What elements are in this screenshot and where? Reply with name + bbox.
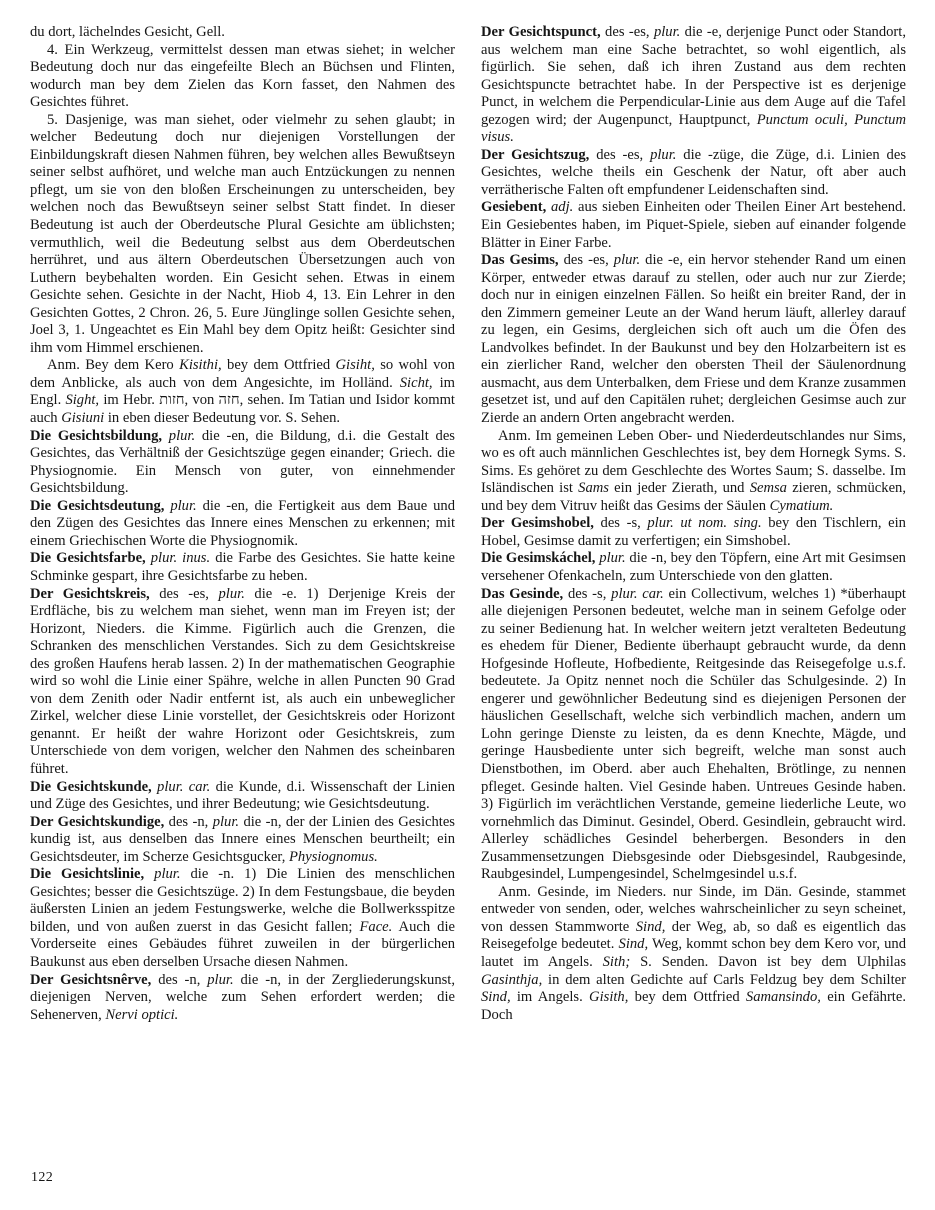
text-run: des -n, [168, 813, 213, 830]
dictionary-paragraph [481, 515, 906, 550]
dictionary-paragraph [30, 586, 455, 779]
text-run: bey dem Ottfried [628, 989, 746, 1006]
text-run: die -en, die Fertigkeit aus dem Baue und den Zügen des Gesichtes das Innere eines Menschen zu erkennen; mit einem Griechischen Worte die Physiognomik. [30, 497, 455, 549]
dictionary-paragraph [30, 498, 455, 551]
text-run: die Farbe des Gesichtes. Sie hatte keine Schminke gespart, ihre Gesichtsfarbe zu heben. [30, 550, 455, 584]
text-run: plur. [212, 813, 240, 830]
text-run: Sight, [65, 392, 100, 409]
entry-headword: Der Gesichtskreis, [30, 585, 160, 602]
text-run: Semsa [749, 480, 787, 497]
entry-headword: Der Gesimshobel, [481, 515, 601, 532]
dictionary-paragraph [481, 550, 906, 585]
entry-headword: Die Gesimskáchel, [481, 550, 600, 567]
dictionary-paragraph [481, 199, 906, 252]
text-run: des -es, [563, 252, 614, 269]
text-run: Gisiuni [61, 410, 105, 427]
text-run: die -e. 1) Derjenige Kreis der Erdfläche, bis zu welchem man siehet, wenn man im Freyen ist; der Horizont, Nieders. die Kimme. Figürlich auch die Grenzen, die Schranken des menschlichen Verstandes. Sich zu dem Gesichtskreise des großen Haufens herab lassen. 2) In der mathematischen Geographie wird so wohl die Linie einer Spähre, welche in allen Puncten 90 Grad von dem Zenith oder Nadir entfernt ist, als auch ein unbeweglicher Zirkel, welcher diese Linie vorstellet, der Gesichtskreis oder Horizont genannt. Er heißt der wahre Horizont oder Gesichtskreis, zum Unterschiede von dem vorigen, welcher den Nahmen des scheinbaren führet. [30, 585, 455, 777]
entry-headword: Der Gesichtspunct, [481, 24, 606, 40]
text-run: du dort, lächelndes Gesicht, Gell. [30, 24, 225, 40]
text-run: Sind, [481, 989, 511, 1006]
text-run: die Kunde, d.i. Wissenschaft der Linien und Züge des Gesichtes, und ihrer Bedeutung; wie Gesichtsdeutung. [30, 778, 455, 813]
text-run: Anm. Im gemeinen Leben Ober- und Niederdeutschlandes nur Sims, wo es oft auch männlichen Geschlechtes ist, bey dem Hornegk Syms. S. Sims. Es gehöret zu dem Geschlechte des Wortes Saum; S. dasselbe. Im Isländischen ist [481, 427, 906, 497]
text-run: plur. [653, 24, 681, 40]
dictionary-paragraph [30, 972, 455, 1025]
dictionary-paragraph [481, 147, 906, 200]
text-run: Kisithi, [179, 357, 222, 374]
text-run: Anm. Gesinde, im Nieders. nur Sinde, im Dän. Gesinde, stammet entweder von senden, oder, welches wahrscheinlicher zu seyn scheinet, von dessen Stammworte [481, 883, 906, 935]
text-run: des -es, [605, 24, 654, 40]
entry-headword: Der Gesichtsnêrve, [30, 971, 159, 988]
text-run: in dem alten Gedichte auf Carls Feldzug bey dem Schilter [542, 971, 906, 988]
text-run: die -n, bey den Töpfern, eine Art mit Gesimsen versehener Ofenkacheln, zum Unterschiede von den glatten. [481, 550, 906, 584]
text-run: Samansindo, [745, 989, 821, 1006]
text-run: Weg, kommt schon bey dem Kero vor, und lautet im Angels. [481, 936, 906, 970]
dictionary-paragraph [30, 428, 455, 498]
text-run: die -n. 1) Die Linien des menschlichen Gesichtes; besser die Gesichtszüge. 2) In dem Festungsbaue, die beyden äußersten Linien an jedem Festungswerke, welche die Bollwerksspitze bilden, und von außen zuerst in das Gesicht fallen; [30, 866, 455, 935]
left-column [30, 24, 455, 1174]
text-run: Face. [359, 918, 393, 935]
text-run: Anm. Bey dem Kero [47, 357, 180, 374]
text-run: plur. [613, 252, 641, 269]
dictionary-paragraph [30, 779, 455, 814]
text-run: ein Gefährte. Doch [481, 989, 906, 1023]
text-run: die -e, derjenige Punct oder Standort, aus welchem man eine Sache betrachtet, so wohl eigentlich, als figürlich. Sie sehen, daß ich ihren Zustand aus dem rechten Gesichtspuncte betrachtet habe. In der Perspective ist es derjenige Punct, in welchem die Perpendicular-Linie aus dem Auge auf die Tafel gezogen wird; der Augenpunct, Hauptpunct, [481, 24, 906, 128]
text-run: plur. ut nom. sing. [647, 515, 762, 532]
text-run: Gasinthja, [481, 971, 543, 988]
text-run: Sith; [602, 953, 631, 970]
text-run: die -n, der der Linien des Gesichtes kundig ist, aus denselben das Innere eines Menschen beurtheilt; ein Gesichtsdeuter, im Scherze Gesichtsgucker, [30, 813, 455, 865]
text-run: des -n, [158, 971, 208, 988]
text-run: 4. Ein Werkzeug, vermittelst dessen man etwas siehet; in welcher Bedeutung doch nur das eingefeilte Blech an Büchsen und Flinten, wodurch man bey dem Zielen das Korn fasset, den Nahmen des Gesichtes führet. [30, 41, 455, 111]
text-run: ein jeder Zierath, und [608, 480, 750, 497]
text-run: Sind, [635, 918, 666, 935]
text-run: die -züge, die Züge, d.i. Linien des Gesichtes, welche theils ein Geschenk der Natur, oft aber auch verrätherische Falten oft empfundener Leidenschaften sind. [481, 146, 906, 198]
dictionary-paragraph [30, 550, 455, 585]
text-run: plur. car. [611, 585, 664, 602]
text-run: im Angels. [510, 989, 590, 1006]
dictionary-paragraph [481, 428, 906, 516]
text-run: adj. [550, 199, 574, 216]
text-run: im Engl. [30, 374, 455, 409]
text-run: die -n, in der Zergliederungskunst, diejenigen Nerven, welche zum Sehen erfordert werden; die Sehenerven, [30, 971, 455, 1023]
dictionary-paragraph [30, 112, 455, 358]
text-columns [30, 24, 906, 1174]
text-run: plur. [218, 585, 245, 602]
right-column [481, 24, 906, 1174]
text-run: Auch die Vorderseite eines Gebäudes führet zuweilen in der bürgerlichen Baukunst aus eben derselben Ursache diesen Nahmen. [30, 918, 455, 970]
text-run: Physiognomus. [289, 848, 378, 865]
dictionary-paragraph [30, 24, 455, 42]
text-run: plur. [154, 866, 181, 883]
text-run: plur. car. [157, 778, 211, 795]
text-run: plur. [168, 427, 196, 444]
text-run: plur. [599, 550, 626, 567]
entry-headword: Die Gesichtslinie, [30, 866, 155, 883]
text-run: plur. inus. [150, 550, 211, 567]
dictionary-paragraph [30, 814, 455, 867]
text-run: Nervi optici. [105, 1006, 179, 1023]
text-run: des -s, [567, 585, 612, 602]
text-run: Sams [578, 480, 609, 497]
text-run: so wohl von dem Anblicke, als auch von dem Angesichte, im Holländ. [30, 357, 455, 391]
text-run: plur. [650, 146, 677, 163]
text-run: aus sieben Einheiten oder Theilen Einer Art bestehend. Ein Gesiebentes haben, im Piquet-Spiele, sieben auf einander folgende Blätter in Einer Farbe. [481, 199, 906, 251]
text-run: des -s, [600, 515, 648, 532]
dictionary-paragraph [30, 866, 455, 971]
text-run: bey dem Ottfried [221, 357, 336, 374]
entry-headword: Die Gesichtskunde, [30, 778, 158, 795]
text-run: ein Collectivum, welches 1) *überhaupt alle diejenigen Personen bedeutet, welche man in seinem Gefolge oder zu seiner Bedienung hat. In welcher weitern jetzt veralteten Bedeutung es ehedem für Diener, Bediente überhaupt gebraucht wurde, da denn Hofgesinde Hofleute, Hofbediente, Reitgesinde das Reisegefolge u.s.f. bedeutete. Ja Opitz nennet noch die Schüler das Schulgesinde. 2) In engerer und gewöhnlicher Bedeutung sind es diejenigen Personen der häuslichen Gesellschaft, welche sich verbindlich machen, andern um Lohn geringe Dienste zu leisten, da es denn Knechte, Mägde, und geringe Hausbediente unter sich begreift, welche man sonst auch Dienstbothen, im Oberd. aber auch Ehehalten, Brötlinge, zu nennen pfleget. Gesinde halten. Viel Gesinde haben. Untreues Gesinde haben. 3) Figürlich im verächtlichen Verstande, gemeine liederliche Leute, wo vornehmlich das Diminut. Gesindel, Oberd. Gesindlein, gebraucht wird. Allerley schädliches Gesindel beherbergen. Besonders in den Zusammensetzungen Diebsgesinde oder Diebsgesindel, Raubgesinde, Raubgesindel, Lumpengesindel, Schelmgesindel u.s.f. [481, 585, 906, 883]
page-number: 122 [31, 1170, 54, 1185]
text-run: plur. [207, 971, 234, 988]
text-run: bey den Tischlern, ein Hobel, Gesimse damit zu verfertigen; ein Simshobel. [481, 515, 906, 549]
entry-headword: Das Gesims, [481, 252, 564, 269]
text-run: plur. [170, 497, 197, 514]
dictionary-paragraph [481, 24, 906, 147]
dictionary-paragraph [481, 586, 906, 884]
entry-headword: Die Gesichtsdeutung, [30, 497, 171, 514]
entry-headword: Das Gesinde, [481, 585, 568, 602]
entry-headword: Die Gesichtsbildung, [30, 427, 169, 444]
text-run: im Hebr. חזות, von חזה, sehen. Im Tatian und Isidor kommt auch [30, 392, 455, 427]
entry-headword: Der Gesichtskundige, [30, 813, 169, 830]
text-run: zieren, schmücken, und bey dem Vitruv heißt das Gesims der Säulen [481, 480, 906, 514]
entry-headword: Gesiebent, [481, 199, 551, 216]
text-run: Cymatium. [769, 497, 834, 514]
text-run: in eben dieser Bedeutung vor. S. Sehen. [104, 410, 341, 427]
dictionary-paragraph [30, 357, 455, 427]
entry-headword: Die Gesichtsfarbe, [30, 550, 151, 567]
text-run: Gisiht, [335, 357, 375, 374]
dictionary-paragraph [30, 42, 455, 112]
text-run: die -e, ein hervor stehender Rand um einen Körper, entweder etwas darauf zu stellen, oder auch nur zur Zierde; doch nur in einigen einzelnen Fällen. So heißt ein breiter Rand, der in den Zimmern gemeiner Leute an der Wand herum läuft, allerley darauf zu legen, ein Gesims, dergleichen sich oft auch um die Öfen des Landvolkes befindet. In der Baukunst und bey den Holzarbeitern ist es ein zierlicher Rand, welcher den obersten Theil der Säulenordnung ausmacht, aus dem Unterbalken, dem Friese und dem Kranze zusammen gesetzet ist, und auf den Capitälen ruhet; dergleichen Gesimse auch zur Zierde an andern Orten angebracht werden. [481, 252, 906, 427]
text-run: S. Senden. Davon ist bey dem Ulphilas [630, 953, 906, 970]
text-run: der Weg, ab, so daß es eigentlich das Reisegefolge bedeutet. [481, 918, 906, 953]
text-run: des -es, [596, 146, 651, 163]
text-run: des -es, [159, 585, 219, 602]
text-run: Punctum oculi, Punctum visus. [481, 111, 906, 146]
text-run: Gisith, [589, 989, 629, 1006]
text-run: 5. Dasjenige, was man siehet, oder vielmehr zu sehen glaubt; in welcher Bedeutung doch nur diejenigen Vorstellungen der Einbildungskraft diesen Nahmen führen, bey welchen alles Bewußtseyn seiner selbst aufhöret, und welche man auch Entzückungen zu nennen pflegt, um sie von den bloßen Erscheinungen zu unterscheiden, bey welchen noch das Bewußtseyn seiner selbst Statt findet. In dieser Bedeutung ist auch der Oberdeutsche Plural Gesichte am üblichsten; vermuthlich, weil die Bedeutung selbst aus dem Oberdeutschen herrühret, und aus ältern Oberdeutschen Übersetzungen auch von Luthern beybehalten worden. Ein Gesicht sehen. Etwas in einem Gesichte sehen. Gesichte in der Nacht, Hiob 4, 13. Ein Lehrer in den Gesichten Gottes, 2 Chron. 26, 5. Eure Jünglinge sollen Gesichte sehen, Joel 3, 1. Ungeachtet es Ein Mahl bey dem Opitz heißt: Gesichter sind ihm vom Himmel erschienen. [30, 111, 455, 356]
text-run: Sicht, [399, 374, 433, 391]
text-run: die -en, die Bildung, d.i. die Gestalt des Gesichtes, das Verhältniß der Gesichtszüge gegen einander; Griech. die Physiognomie. Ein Mensch von guter, von einnehmender Gesichtsbildung. [30, 427, 455, 497]
dictionary-paragraph [481, 884, 906, 1024]
text-run: Sind, [618, 936, 649, 953]
dictionary-paragraph [481, 252, 906, 427]
entry-headword: Der Gesichtszug, [481, 146, 597, 163]
